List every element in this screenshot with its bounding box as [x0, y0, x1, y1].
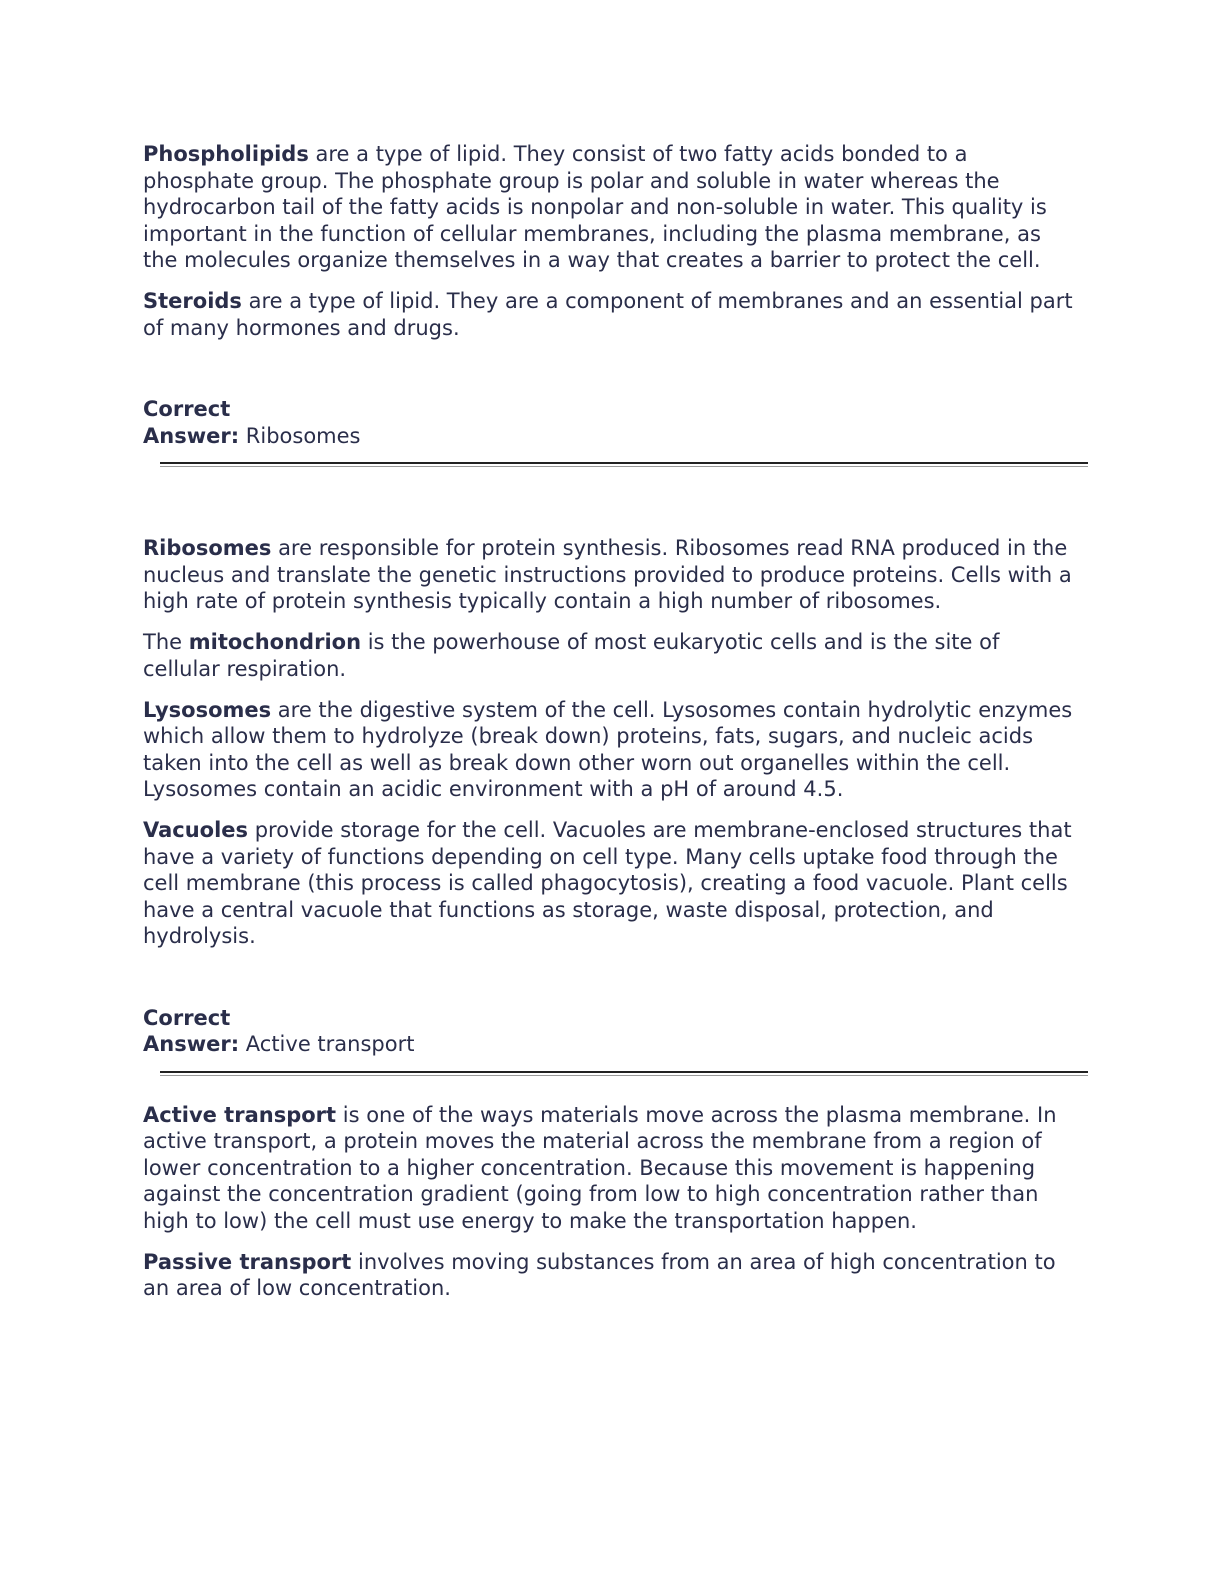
paragraph-lysosomes — [143, 697, 1073, 803]
definition: are a type of lipid. They consist of two fatty acids bonded to a phosphate group. The phosphate group is polar and soluble in water whereas the hydrocarbon tail of the fatty acids is nonpolar and non-soluble in water. This quality is important in the function of cellular membranes, including the plasma membrane, as the molecules organize themselves in a way that creates a barrier to protect the cell. — [143, 142, 1047, 272]
term: Steroids — [143, 289, 242, 313]
document-body — [143, 141, 1073, 1316]
answer-label: Answer: — [143, 1032, 240, 1056]
term: Ribosomes — [143, 536, 272, 560]
answer-value: Active transport — [239, 1032, 415, 1056]
correct-label: Correct — [143, 397, 231, 421]
paragraph-vacuoles — [143, 817, 1073, 950]
paragraph-phospholipids — [143, 141, 1073, 274]
paragraph-active-transport — [143, 1102, 1073, 1235]
definition: is one of the ways materials move across the plasma membrane. In active transport, a protein moves the material across the membrane from a region of lower concentration to a higher concentration. Because this movement is happening against the concentration gradient (going from low to high concentration rather than high to low) the cell must use energy to make the transportation happen. — [143, 1102, 1057, 1233]
correct-label: Correct — [143, 1005, 231, 1030]
answer-value: Ribosomes — [239, 423, 361, 448]
definition: provide storage for the cell. Vacuoles are membrane-enclosed structures that have a variety of functions depending on cell type. Many cells uptake food through the cell membrane (this process is called phagocytosis), creating a food vacuole. Plant cells have a central vacuole that functions as storage, waste disposal, protection, and hydrolysis. — [143, 818, 1072, 948]
term: mitochondrion — [188, 630, 362, 654]
paragraph-steroids — [143, 288, 1073, 341]
term: Passive transport — [143, 1249, 352, 1274]
paragraph-ribosomes — [143, 535, 1073, 615]
term: Active transport — [143, 1102, 337, 1127]
definition: involves moving substances from an area of high concentration to an area of low concentration. — [143, 1249, 1056, 1300]
definition: are the digestive system of the cell. Lysosomes contain hydrolytic enzymes which allow them to hydrolyze (break down) proteins, fats, sugars, and nucleic acids taken into the cell as well as break down other worn out organelles within the cell. Lysosomes contain an acidic environment with a pH of around 4.5. — [143, 697, 1073, 801]
term: Lysosomes — [143, 697, 272, 722]
answer-label: Answer: — [143, 423, 240, 448]
correct-answer-2 — [143, 1005, 1073, 1058]
definition: is the powerhouse of most eukaryotic cells and is the site of cellular respiration. — [143, 630, 1000, 681]
definition: are a type of lipid. They are a component of membranes and an essential part of many hormones and drugs. — [143, 289, 1073, 340]
paragraph-passive-transport — [143, 1249, 1073, 1302]
term: Phospholipids — [143, 142, 309, 166]
paragraph-mitochondrion — [143, 629, 1073, 682]
term: Vacuoles — [143, 818, 249, 842]
definition: are responsible for protein synthesis. Ribosomes read RNA produced in the nucleus and translate the genetic instructions provided to produce proteins. Cells with a high rate of protein synthesis typically contain a high number of ribosomes. — [143, 536, 1072, 613]
correct-answer-1 — [143, 396, 1073, 449]
lead: The — [143, 630, 189, 654]
